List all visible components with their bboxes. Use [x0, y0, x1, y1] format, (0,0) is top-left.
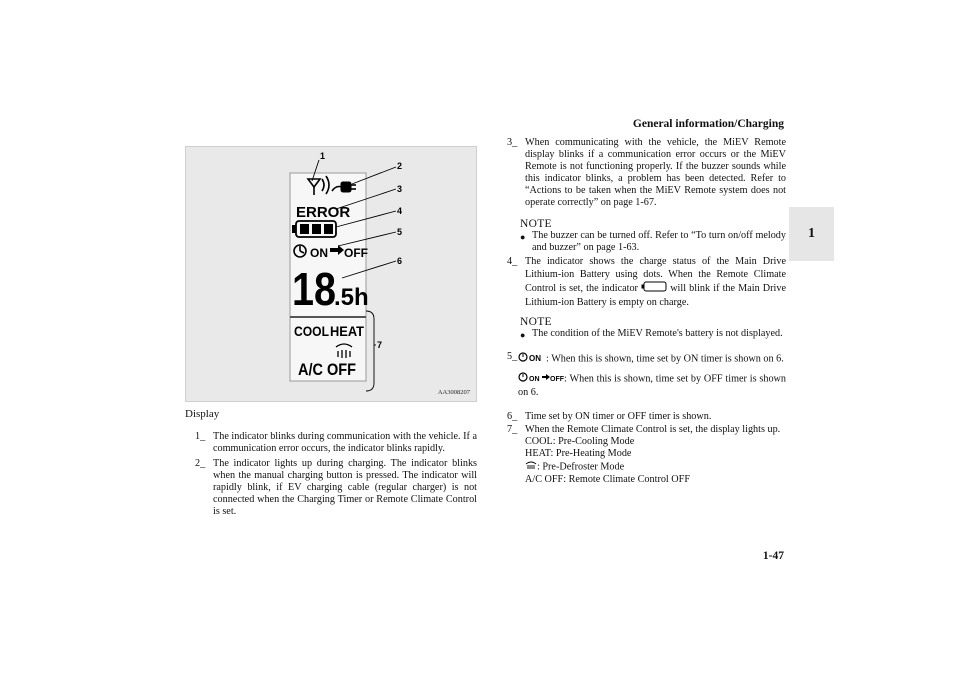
figure-caption: Display: [185, 408, 220, 420]
bullet-icon: ●: [520, 232, 526, 242]
callout-1: 1: [320, 151, 326, 161]
callout-7: 7: [377, 340, 383, 350]
lcd-on: ON: [310, 246, 328, 260]
section-header: General information/Charging: [632, 118, 784, 130]
lcd-heat: HEAT: [330, 323, 365, 339]
svg-text:ON: ON: [529, 376, 540, 384]
lcd-error: ERROR: [296, 204, 351, 221]
callout-5: 5: [397, 227, 403, 237]
lcd-time: 18: [292, 263, 336, 315]
note-title-2: NOTE: [520, 316, 552, 328]
callout-2: 2: [397, 161, 403, 171]
page-number: 1-47: [762, 550, 784, 562]
defroster-small-icon: [525, 460, 537, 474]
callout-4: 4: [397, 206, 403, 216]
svg-text:ON: ON: [529, 354, 541, 363]
display-figure: [185, 146, 477, 402]
chapter-tab: 1: [789, 207, 834, 261]
callout-6: 6: [397, 256, 403, 266]
callout-3: 3: [397, 184, 403, 194]
timer-on-icon: [518, 351, 546, 367]
svg-text:OFF: OFF: [550, 376, 564, 384]
lcd-off: OFF: [344, 246, 368, 260]
lcd-diagram: [186, 147, 478, 403]
lcd-ac-off: A/C OFF: [298, 360, 356, 379]
battery-outline-icon: [641, 281, 667, 297]
note-title-1: NOTE: [520, 218, 552, 230]
bullet-icon: ●: [520, 330, 526, 340]
lcd-time-unit: .5h: [334, 284, 369, 311]
timer-on-off-icon: [518, 371, 564, 387]
figure-code: AA3008207: [437, 389, 470, 396]
lcd-cool: COOL: [294, 323, 330, 339]
